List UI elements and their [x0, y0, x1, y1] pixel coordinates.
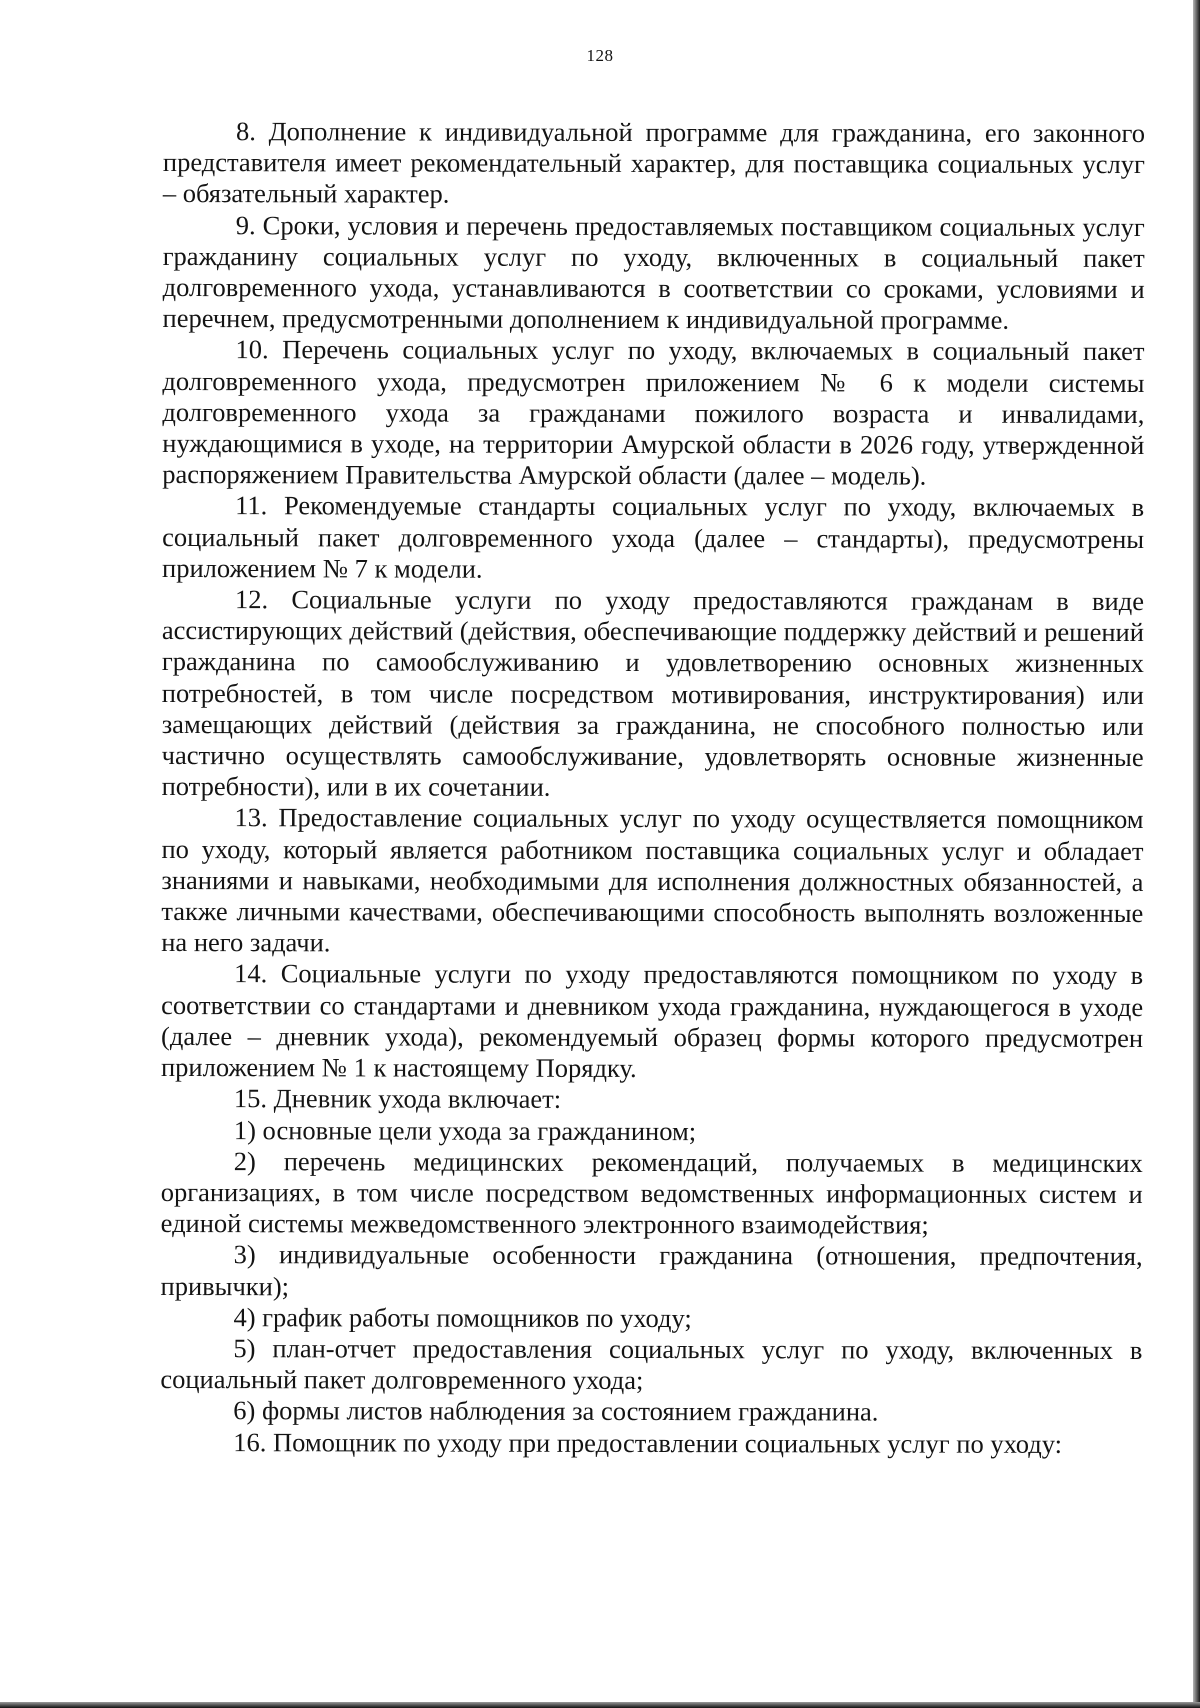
list-item-text: основные цели ухода за гражданином; — [262, 1114, 697, 1146]
paragraph-10 — [162, 334, 1144, 492]
paragraph-number: 12. — [234, 584, 269, 615]
paragraph-text: Сроки, условия и перечень предоставляемых поставщиком социальных услуг гражданину социальных услуг по уходу, включенных в социальный пакет долговременного ухода, устанавливаются в соответствии со сроками, условиями и перечнем, предусмотренными дополнением к индивидуальной программе. — [162, 209, 1145, 335]
list-item-number: 1) — [233, 1114, 256, 1145]
paragraph-13 — [161, 802, 1143, 960]
paragraph-text: Социальные услуги по уходу предоставляются помощником по уходу в соответствии со стандартами и дневником ухода гражданина, нуждающегося в уходе (далее – дневник ухода), рекомендуемый образец формы которого предусмотрен приложением № 1 к настоящему Порядку. — [160, 958, 1144, 1084]
paragraph-number: 8. — [235, 116, 256, 147]
paragraph-number: 15. — [233, 1083, 268, 1114]
paragraph-number: 16. — [233, 1426, 267, 1457]
page-number: 128 — [586, 46, 614, 65]
list-item-number: 3) — [233, 1239, 256, 1270]
paragraph-text: Перечень социальных услуг по уходу, включаемых в социальный пакет долговременного ухода, предусмотрен приложением № 6 к модели системы долговременного ухода за гражданами пожилого возраста и инвалидами, нуждающимися в уходе, на территории Амурской области в 2026 году, утвержденной распоряжением Правительства Амурской области (далее – модель). — [162, 334, 1145, 491]
document-body — [160, 116, 1145, 1460]
paragraph-12 — [162, 584, 1144, 804]
paragraph-number: 13. — [234, 802, 268, 833]
paragraph-text: Предоставление социальных услуг по уходу осуществляется помощником по уходу, который является работником поставщика социальных услуг и обладает знаниями и навыками, необходимыми для исполнения должностных обязанностей, а также личными качествами, обеспечивающими способность выполнять возложенные на него задачи. — [161, 802, 1144, 958]
paragraph-15 — [161, 1083, 1143, 1116]
paragraph-number: 14. — [234, 958, 268, 989]
paragraph-number: 10. — [235, 334, 269, 365]
list-item-number: 6) — [233, 1395, 256, 1426]
list-item-1 — [161, 1114, 1143, 1147]
scan-edge-right — [1193, 0, 1200, 1708]
list-item-2 — [161, 1146, 1143, 1242]
paragraph-9 — [163, 210, 1145, 337]
list-item-4 — [160, 1302, 1142, 1335]
list-item-number: 2) — [233, 1145, 256, 1176]
scan-edge-bottom — [0, 1702, 1200, 1708]
paragraph-8 — [163, 116, 1145, 212]
paragraph-text: Рекомендуемые стандарты социальных услуг по уходу, включаемых в социальный пакет долговременного ухода (далее – стандарты), предусмотрены приложением № 7 к модели. — [162, 490, 1145, 584]
paragraph-text: Помощник по уходу при предоставлении социальных услуг по уходу: — [272, 1426, 1063, 1459]
paragraph-number: 9. — [235, 209, 256, 240]
paragraph-text: Дополнение к индивидуальной программе для гражданина, его законного представителя имеет рекомендательный характер, для поставщика социальных услуг – обязательный характер. — [162, 116, 1146, 210]
list-item-6 — [160, 1395, 1142, 1428]
list-item-5 — [160, 1333, 1142, 1397]
paragraph-11 — [162, 490, 1144, 586]
list-item-text: план-отчет предоставления социальных услуг по уходу, включенных в социальный пакет долговременного ухода; — [160, 1333, 1143, 1396]
paragraph-text: Дневник ухода включает: — [273, 1083, 562, 1115]
paragraph-16 — [160, 1427, 1142, 1460]
list-item-text: перечень медицинских рекомендаций, получаемых в медицинских организациях, в том числе посредством ведомственных информационных систем и единой системы межведомственного электронного взаимодействия; — [160, 1145, 1143, 1240]
paragraph-14 — [161, 958, 1143, 1085]
list-item-text: график работы помощников по уходу; — [262, 1301, 692, 1333]
paragraph-number: 11. — [235, 490, 268, 521]
list-item-number: 5) — [233, 1333, 256, 1364]
list-item-number: 4) — [233, 1301, 256, 1332]
list-item-3 — [161, 1239, 1143, 1303]
paragraph-text: Социальные услуги по уходу предоставляются гражданам в виде ассистирующих действий (действия, обеспечивающие поддержку действий и решений гражданина по самообслуживанию и удовлетворению основных жизненных потребностей, в том числе посредством мотивирования, инструктирования) или замещающих действий (действия за гражданина, не способного полностью или частично осуществлять самообслуживание, удовлетворять основные жизненные потребности), или в их сочетании. — [161, 584, 1145, 803]
list-item-text: индивидуальные особенности гражданина (отношения, предпочтения, привычки); — [160, 1239, 1143, 1301]
list-item-text: формы листов наблюдения за состоянием гражданина. — [261, 1395, 879, 1427]
